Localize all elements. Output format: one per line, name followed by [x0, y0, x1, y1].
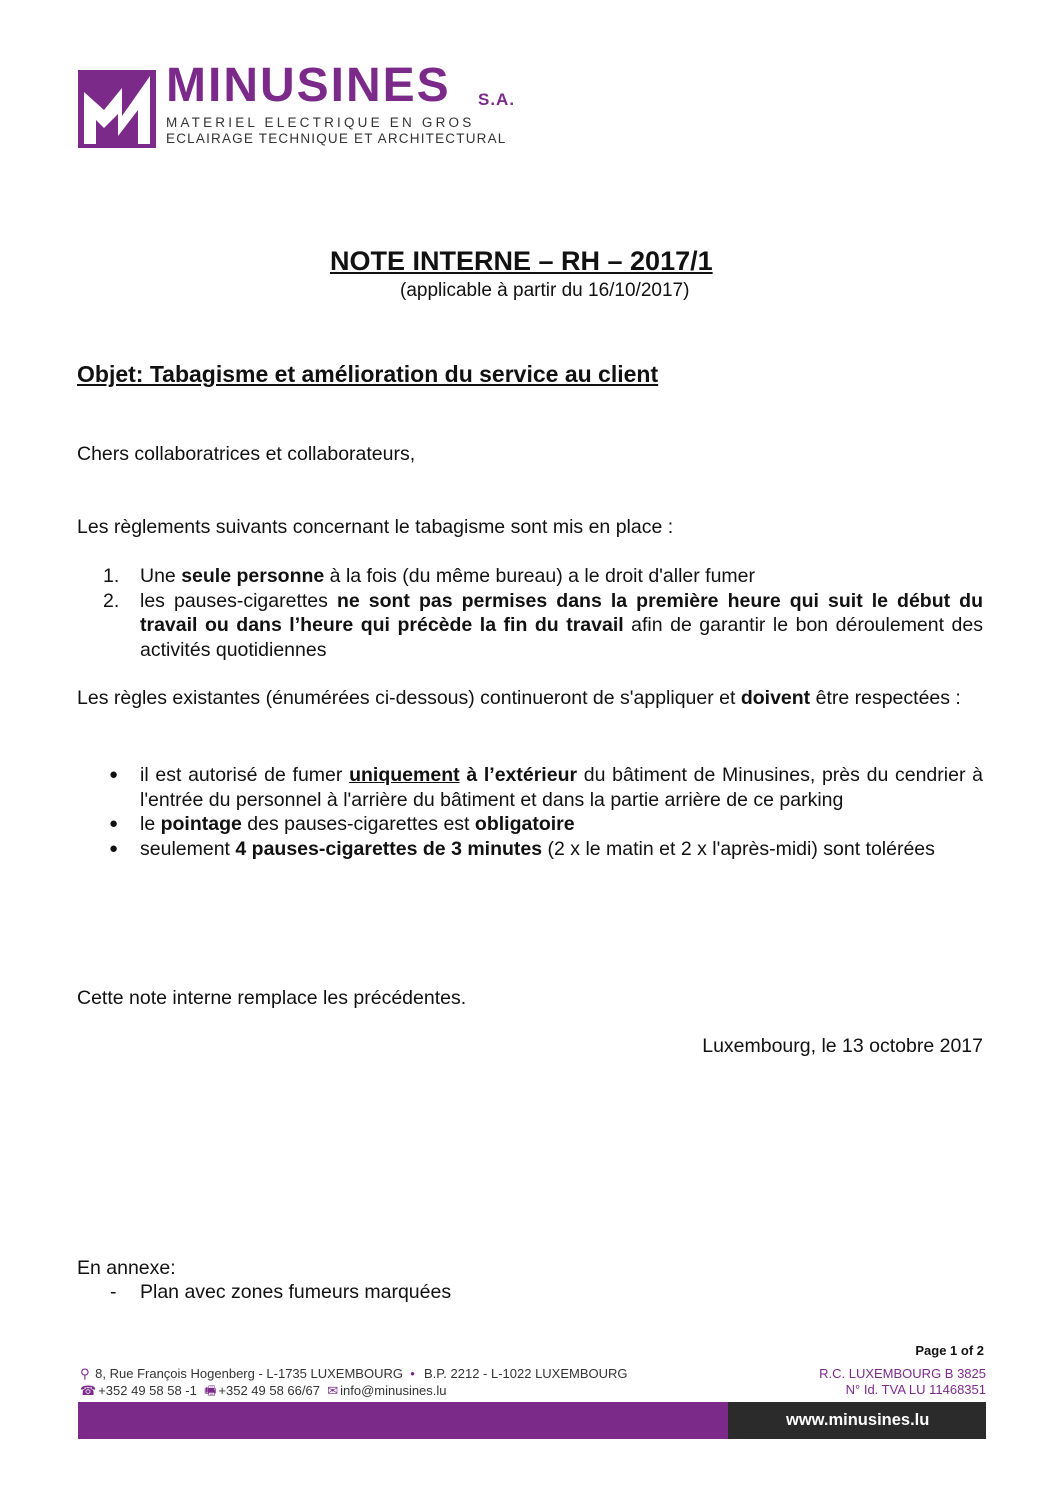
footer-bar-accent: [78, 1402, 728, 1439]
rule-emphasis: obligatoire: [474, 813, 575, 835]
email-icon: ✉: [323, 1383, 339, 1398]
bullet-icon: ●: [109, 839, 119, 857]
list-item: [103, 837, 983, 862]
annex-label: En annexe:: [77, 1257, 176, 1279]
paragraph-emphasis: doivent: [740, 687, 811, 709]
closing-paragraph: Cette note interne remplace les précédentes.: [77, 987, 467, 1009]
rule-text: afin de garantir le bon déroulement des activités quotidiennes: [140, 614, 983, 661]
rule-emphasis: 4 pauses-cigarettes de 3 minutes: [235, 837, 543, 860]
rule-text: les pauses-cigarettes: [140, 589, 337, 612]
logo-suffix: S.A.: [478, 90, 516, 109]
separator-dot-icon: •: [406, 1366, 419, 1381]
rule-text: il est autorisé de fumer: [140, 764, 350, 786]
paragraph-text: être respectées :: [810, 687, 961, 709]
footer-bar: [78, 1402, 986, 1439]
website-link[interactable]: www.minusines.lu: [728, 1402, 986, 1439]
rule-emphasis: ne sont pas permises dans la première heure qui suit le début du travail ou dans l’heure qui précède la fin du travail: [140, 589, 983, 636]
annex-dash: -: [110, 1281, 117, 1303]
note-title: NOTE INTERNE – RH – 2017/1: [330, 246, 713, 276]
bullet-icon: ●: [109, 766, 119, 783]
rule-emphasis: seule personne: [181, 565, 325, 587]
subject-line: Objet: Tabagisme et amélioration du service au client: [77, 361, 659, 387]
location-pin-icon: ⚲: [80, 1366, 90, 1381]
list-item: [103, 589, 983, 663]
email-link[interactable]: info@minusines.lu: [340, 1383, 447, 1398]
list-marker: 2.: [103, 589, 120, 612]
annex-item: [110, 1281, 451, 1304]
registry-number: R.C. LUXEMBOURG B 3825: [819, 1366, 986, 1381]
rule-emphasis: uniquement: [349, 764, 460, 786]
logo-tagline-2: ECLAIRAGE TECHNIQUE ET ARCHITECTURAL: [166, 131, 507, 146]
list-item: [103, 564, 983, 589]
page-number: Page 1 of 2: [915, 1343, 984, 1358]
rule-text: Une: [140, 565, 182, 587]
numbered-rules-list: [103, 564, 983, 662]
annex-item-text: Plan avec zones fumeurs marquées: [140, 1281, 452, 1303]
po-box: B.P. 2212 - L-1022 LUXEMBOURG: [424, 1366, 628, 1381]
rule-text: (2 x le matin et 2 x l'après-midi) sont tolérées: [542, 837, 935, 860]
list-marker: 1.: [103, 565, 120, 587]
rule-text: seulement: [140, 837, 236, 860]
phone-number: +352 49 58 58 -1: [98, 1383, 197, 1398]
minusines-logo-mark: [78, 70, 156, 148]
date-line: Luxembourg, le 13 octobre 2017: [702, 1035, 983, 1057]
existing-rules-paragraph: [77, 686, 983, 711]
rule-text: à la fois (du même bureau) a le droit d'aller fumer: [324, 565, 756, 587]
paragraph-text: Les règles existantes (énumérées ci-dessous) continueront de s'appliquer et: [77, 687, 741, 709]
intro-paragraph: Les règlements suivants concernant le tabagisme sont mis en place :: [77, 516, 674, 538]
rule-text: le: [140, 813, 161, 835]
rule-emphasis: à l’extérieur: [466, 764, 578, 786]
fax-icon: 🖷: [200, 1383, 217, 1398]
rule-text: du bâtiment de Minusines, près du cendrier à l'entrée du personnel à l'arrière du bâtiment et dans la partie arrière de ce parking: [140, 764, 983, 811]
address-line: 8, Rue François Hogenberg - L-1735 LUXEMBOURG: [95, 1366, 403, 1381]
logo-name: MINUSINES: [166, 59, 451, 112]
bullet-icon: ●: [109, 815, 119, 832]
logo-tagline-1: MATERIEL ELECTRIQUE EN GROS: [166, 115, 475, 130]
bullet-rules-list: [103, 763, 983, 861]
footer-address: [80, 1366, 628, 1382]
greeting: Chers collaboratrices et collaborateurs,: [77, 443, 416, 465]
phone-icon: ☎: [80, 1383, 97, 1398]
footer-contact: [80, 1382, 447, 1404]
list-item: [103, 812, 983, 837]
vat-number: N° Id. TVA LU 11468351: [845, 1382, 986, 1397]
rule-emphasis: pointage: [160, 813, 242, 835]
rule-text: des pauses-cigarettes est: [241, 813, 475, 835]
list-item: [103, 763, 983, 812]
applicable-date: (applicable à partir du 16/10/2017): [400, 280, 690, 301]
fax-number: +352 49 58 66/67: [218, 1383, 320, 1398]
